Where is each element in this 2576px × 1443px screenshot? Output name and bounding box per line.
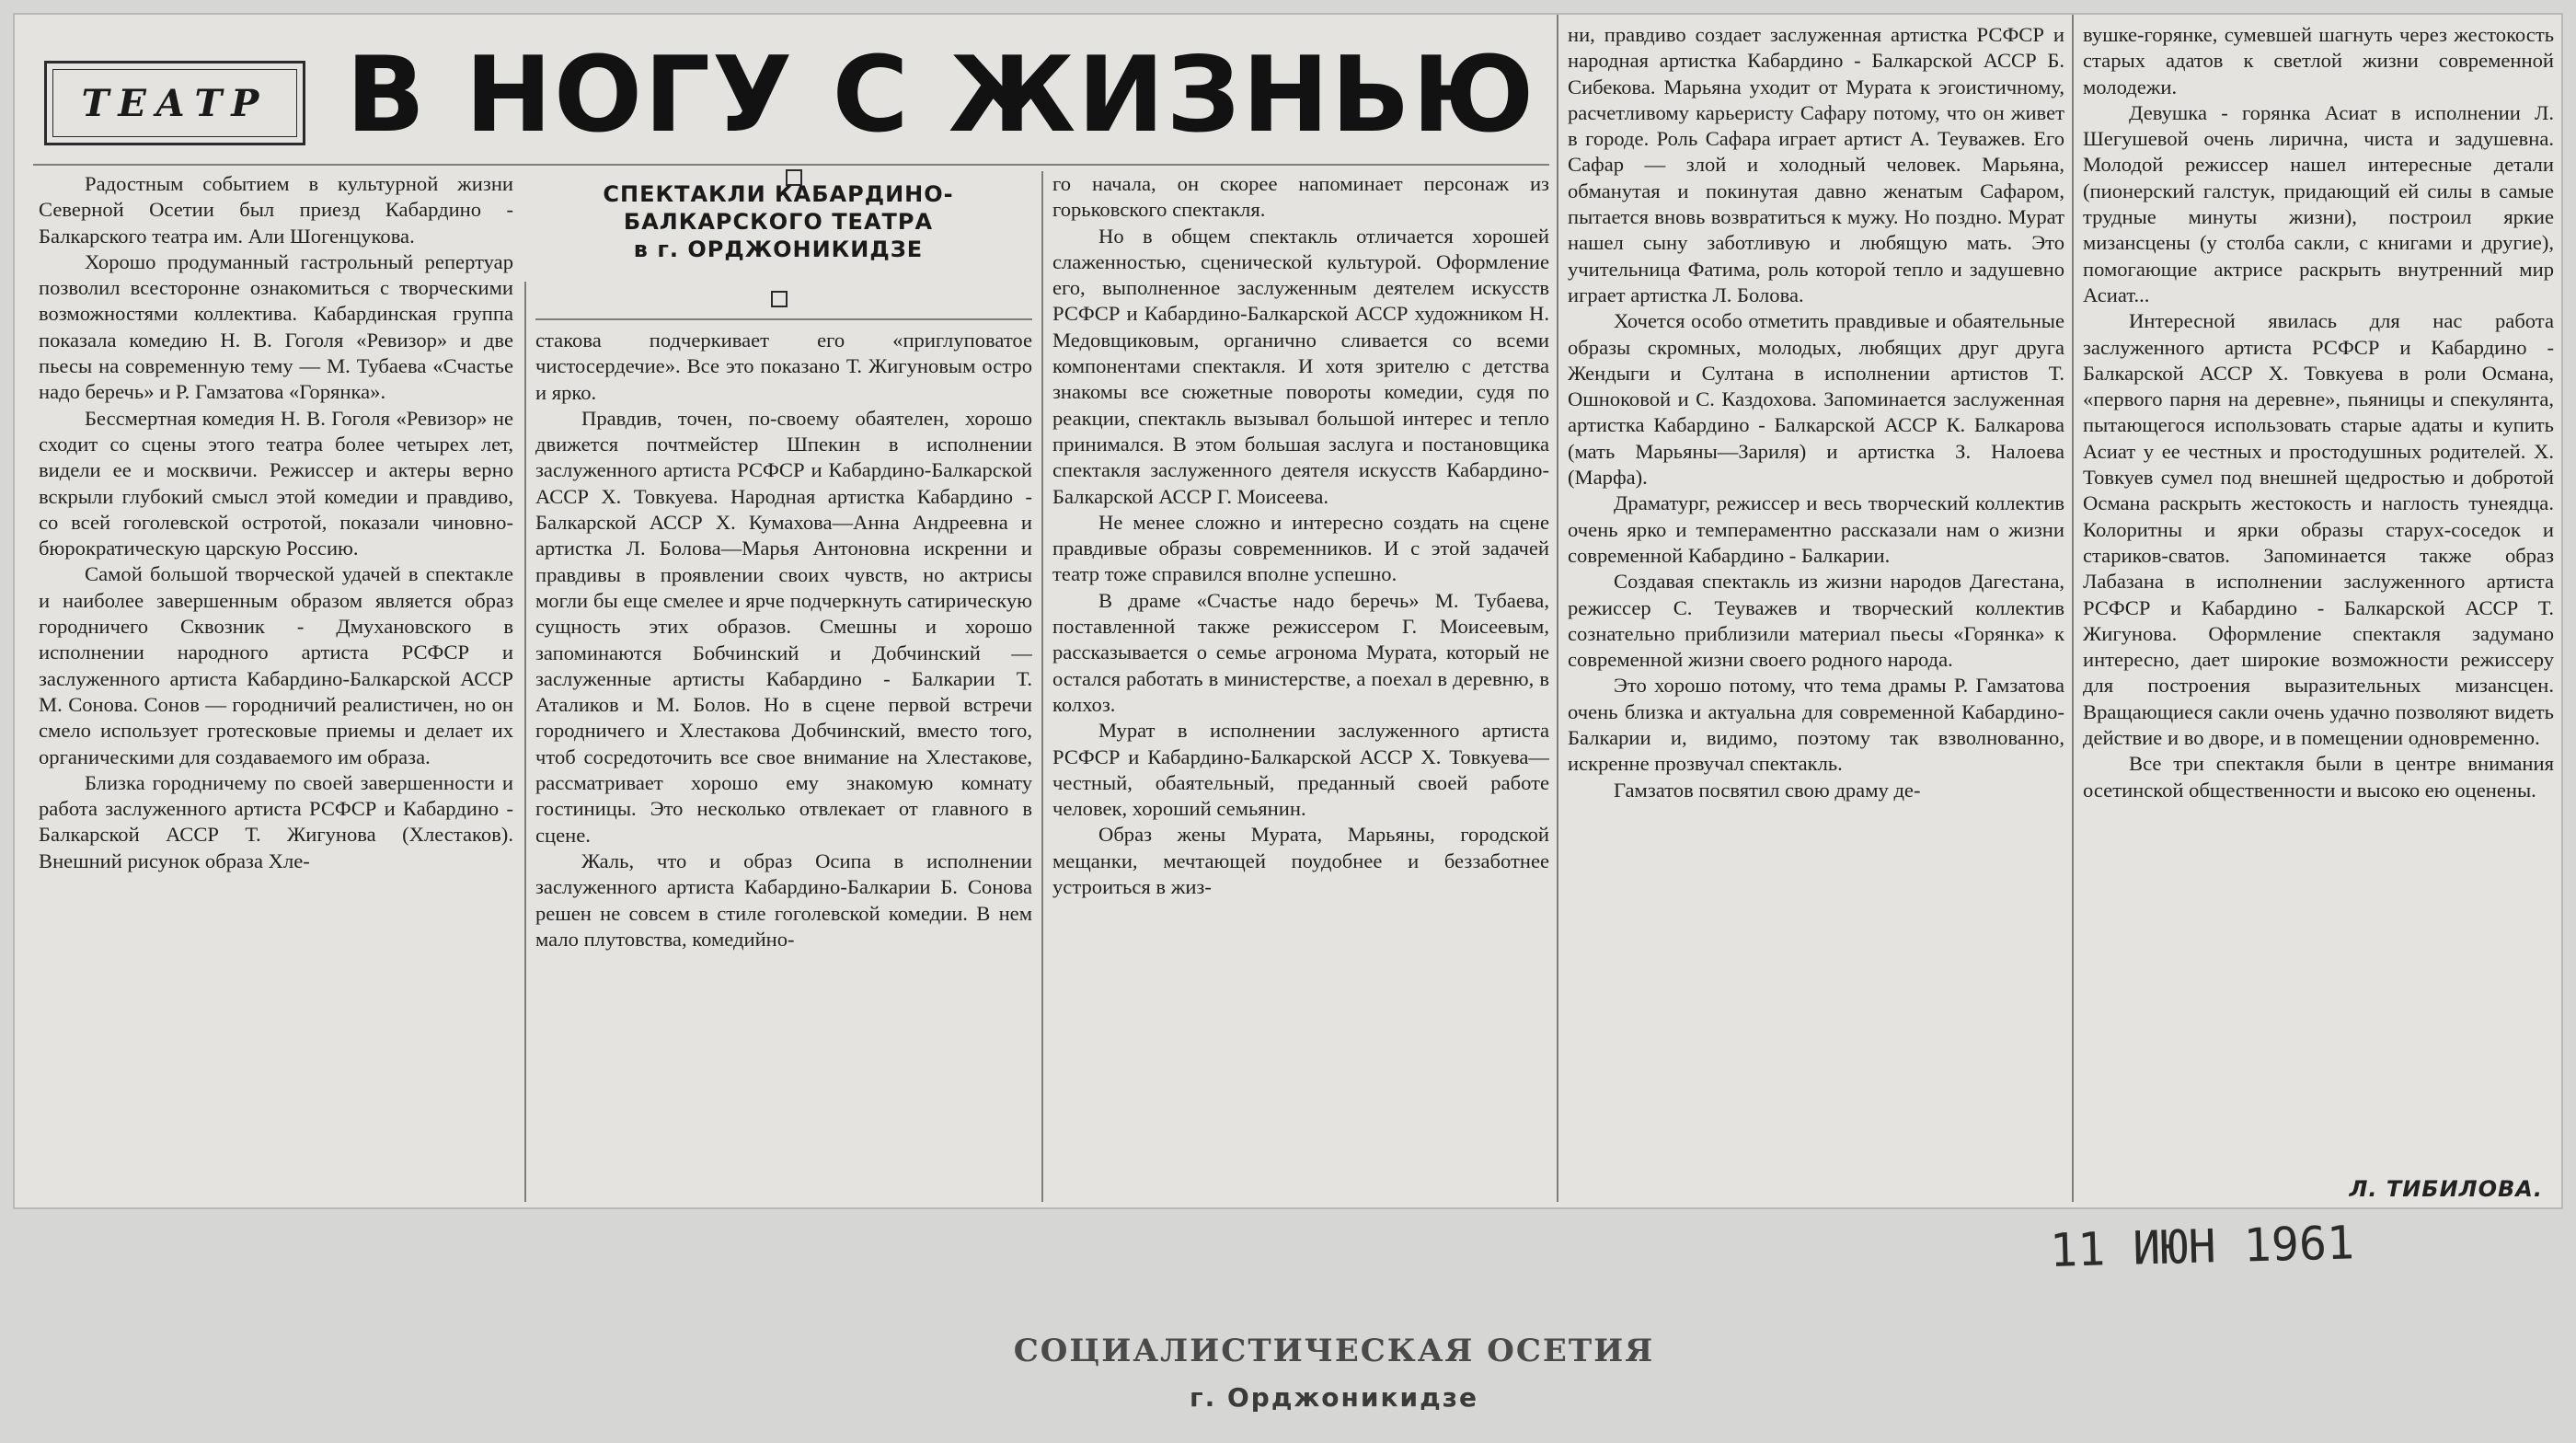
source-city-stamp: г. Орджоникидзе — [1189, 1382, 1479, 1413]
paragraph: Но в общем спектакль отличается хорошей слаженностью, сценической культурой. Оформление его, выполненное заслуженным деятелем искусств РСФСР и Кабардино-Балкарской АССР художником Н. Медовщиковым, органично сливается со всеми компонентами спектакля. И хотя зрителю с детства знакомы все сюжетные повороты комедии, судя по реакции, спектакль вызывал большой интерес и тепло принимался. В этом большая заслуга и постановщика спектакля заслуженного деятеля искусств Кабардино-Балкарской АССР Г. Моисеева. — [1052, 224, 1549, 508]
text-column-3 — [1052, 171, 1549, 1202]
article-subheading-block — [558, 180, 999, 263]
ornament-square-bottom — [771, 291, 788, 307]
paragraph: Не менее сложно и интересно создать на сцене правдивые образы современников. И с этой задачей театр тоже справился вполне успешно. — [1052, 510, 1549, 586]
column-rule-4 — [2072, 15, 2074, 1202]
text-column-1 — [39, 171, 513, 1202]
paragraph: Близка городничему по своей завершенности и работа заслуженного артиста РСФСР и Кабардино - Балкарской АССР Т. Жигунова (Хлестаков). Внешний рисунок образа Хле- — [39, 770, 513, 872]
rubric-inner-frame — [52, 69, 297, 137]
column-rule-2 — [1041, 171, 1043, 1202]
date-stamp: 11 ИЮН 1961 — [2049, 1216, 2355, 1277]
column-rule-3 — [1557, 15, 1558, 1202]
paragraph: Это хорошо потому, что тема драмы Р. Гамзатова очень близка и актуальна для современной Кабардино-Балкарии и, видимо, поэтому так взволнованно, искренне прозвучал спектакль. — [1568, 674, 2064, 776]
paragraph: В драме «Счастье надо беречь» М. Тубаева, поставленной также режиссером Г. Моисеевым, рассказывается о семье агронома Мурата, который не остался работать в министерстве, а поехал в деревню, в колхоз. — [1052, 588, 1549, 716]
paragraph: го начала, он скорее напоминает персонаж из горьковского спектакля. — [1052, 172, 1549, 222]
paragraph: ни, правдиво создает заслуженная артистка РСФСР и народная артистка Кабардино - Балкарской АССР Б. Сибекова. Марьяна уходит от Мурата к эгоистичному, расчетливому карьеристу Сафару потому, что он живет в городе. Роль Сафара играет артист А. Теуважев. Его Сафар — злой и холодный человек. Марьяна, обманутая и покинутая давно женатым Сафаром, пытается вновь возвратиться к мужу. Но поздно. Мурат нашел сыну заботливую и любящую мать. Это учительница Фатима, роль которой тепло и задушевно играет артистка Л. Болова. — [1568, 23, 2064, 306]
subheading-rule — [535, 318, 1032, 320]
paragraph: Все три спектакля были в центре внимания осетинской общественности и высоко ею оценены. — [2083, 752, 2554, 802]
section-rubric-box — [44, 61, 305, 145]
author-signature: Л. ТИБИЛОВА. — [2349, 1175, 2543, 1202]
paragraph: Создавая спектакль из жизни народов Дагестана, режиссер С. Теуважев и творческий коллектив сознательно приблизили материал пьесы «Горянка» к современной жизни своего родного народа. — [1568, 570, 2064, 672]
source-newspaper-stamp: СОЦИАЛИСТИЧЕСКАЯ ОСЕТИЯ — [1013, 1333, 1655, 1369]
paragraph: Жаль, что и образ Осипа в исполнении заслуженного артиста Кабардино-Балкарии Б. Сонова решен не совсем в стиле гоголевской комедии. В нем мало плутовства, комедийно- — [535, 848, 1032, 951]
column-rule-1 — [524, 282, 526, 1202]
paragraph: Бессмертная комедия Н. В. Гоголя «Ревизор» не сходит со сцены этого театра более четырех лет, видели ее и москвичи. Режиссер и актеры верно вскрыли глубокий смысл этой комедии и правдиво, со всей гоголевской остротой, показали чиновно-бюрократическую царскую Россию. — [39, 406, 513, 560]
article-subheading: СПЕКТАКЛИ КАБАРДИНО- БАЛКАРСКОГО ТЕАТРА в г. ОРДЖОНИКИДЗЕ — [603, 181, 954, 262]
paragraph: вушке-горянке, сумевшей шагнуть через жестокость старых адатов к светлой жизни современной молодежи. — [2083, 23, 2554, 98]
paragraph: Образ жены Мурата, Марьяны, городской мещанки, мечтающей поудобнее и беззаботнее устроиться в жиз- — [1052, 823, 1549, 899]
paragraph: Радостным событием в культурной жизни Северной Осетии был приезд Кабардино - Балкарского театра им. Али Шогенцукова. — [39, 172, 513, 248]
paragraph: стакова подчеркивает его «приглуповатое чистосердечие». Все это показано Т. Жигуновым остро и ярко. — [535, 329, 1032, 404]
paragraph: Хочется особо отметить правдивые и обаятельные образы скромных, молодых, любящих друг друга Жендыги и Султана в исполнении артистов Т. Ошноковой и С. Каздохова. Запоминается заслуженная артистка Кабардино - Балкарской АССР К. Балкарова (мать Марьяны—Зариля) и артистка З. Налоева (Марфа). — [1568, 309, 2064, 490]
paragraph: Девушка - горянка Асиат в исполнении Л. Шегушевой очень лирична, чиста и задушевна. Молодой режиссер нашел интересные детали (пионерский галстук, придающий ей силы в самые трудные минуты жизни), построил яркие мизансцены (у столба сакли, с книгами и другие), помогающие актрисе раскрыть внутренний мир Асиат... — [2083, 100, 2554, 306]
section-rubric: ТЕАТР — [81, 81, 269, 125]
text-column-2 — [535, 328, 1032, 1202]
paragraph: Интересной явилась для нас работа заслуженного артиста РСФСР и Кабардино - Балкарской АССР Х. Товкуева в роли Османа, «первого парня на деревне», пьяницы и спекулянта, пытающегося использовать старые адаты и купить Асиат у ее честных и простодушных родителей. Х. Товкуев сумел под внешней щедростью и добротой Османа раскрыть жестокость и наглость тунеядца. Колоритны и ярки образы старух-соседок и стариков-сватов. Запоминается также образ Лабазана в исполнении заслуженного артиста РСФСР и Кабардино - Балкарской АССР Т. Жигунова. Оформление спектакля задумано интересно, дает широкие возможности режиссеру для построения выразительных мизансцен. Вращающиеся сакли очень удачно позволяют видеть действие и во дворе, и в помещении одновременно. — [2083, 309, 2554, 750]
paragraph: Гамзатов посвятил свою драму де- — [1614, 778, 1921, 802]
paragraph: Драматург, режиссер и весь творческий коллектив очень ярко и темпераментно рассказали нам о жизни современной Кабардино - Балкарии. — [1568, 491, 2064, 567]
text-column-5 — [2083, 22, 2554, 1202]
article-headline: В НОГУ С ЖИЗНЬЮ — [346, 34, 1536, 156]
paragraph: Правдив, точен, по-своему обаятелен, хорошо движется почтмейстер Шпекин в исполнении заслуженного артиста РСФСР и Кабардино-Балкарской АССР Х. Товкуева. Народная артистка Кабардино - Балкарской АССР Х. Кумахова—Анна Андреевна и артистка Л. Болова—Марья Антоновна искренни и правдивы в проявлении своих чувств, но актрисы могли бы еще смелее и ярче подчеркнуть сатирическую сущность этих образов. Смешны и хорошо запоминаются Бобчинский и Добчинский — заслуженные артисты Кабардино - Балкарии Т. Аталиков и М. Болов. Но в сцене первой встречи городничего и Хлестакова Добчинский, вместо того, чтоб сосредоточить все свое внимание на Хлестакове, рассматривает хорошо ему знакомую комнату гостиницы. Это несколько отвлекает от главного в сцене. — [535, 406, 1032, 847]
paragraph: Хорошо продуманный гастрольный репертуар позволил всесторонне ознакомиться с творческими возможностями коллектива. Кабардинская группа показала комедию Н. В. Гоголя «Ревизор» и две пьесы на современную тему — М. Тубаева «Счастье надо беречь» и Р. Гамзатова «Горянка». — [39, 249, 513, 404]
headline-rule — [33, 164, 1549, 166]
newspaper-clipping — [13, 13, 2563, 1209]
text-column-4 — [1568, 22, 2064, 1202]
paragraph: Мурат в исполнении заслуженного артиста РСФСР и Кабардино-Балкарской АССР Х. Товкуева—честный, обаятельный, преданный своей работе человек, хороший семьянин. — [1052, 719, 1549, 821]
paragraph: Самой большой творческой удачей в спектакле и наиболее завершенным образом является образ городничего Сквозник - Дмухановского в исполнении народного артиста РСФСР и заслуженного артиста Кабардино-Балкарской АССР М. Сонова. Сонов — городничий реалистичен, но он смело использует гротесковые приемы и делает их органическими для создаваемого им образа. — [39, 562, 513, 768]
